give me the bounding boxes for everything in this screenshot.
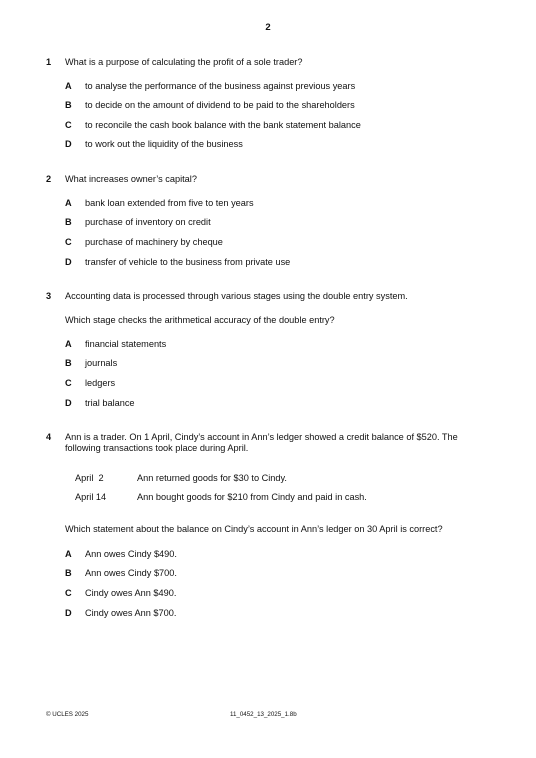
option-text: to analyse the performance of the business against previous years [85,81,356,91]
question-number: 3 [46,291,52,301]
transaction-date: April 14 [75,492,107,502]
option-text: to reconcile the cash book balance with the bank statement balance [85,120,361,130]
option-letter: D [65,398,72,408]
page-number: 2 [265,22,271,33]
question-stem: Ann is a trader. On 1 April, Cindy’s account in Ann’s ledger showed a credit balance of $520. The following transactions took place during April. [65,432,458,453]
question-number: 4 [46,432,52,442]
option-text: ledgers [85,378,116,388]
question-prompt: Which stage checks the arithmetical accuracy of the double entry? [65,315,335,325]
option-letter: A [65,339,72,349]
option-letter: C [65,120,72,130]
option-text: journals [85,358,118,368]
option-text: transfer of vehicle to the business from private use [85,257,291,267]
option-letter: C [65,588,72,598]
option-letter: B [65,217,72,227]
question-number: 2 [46,174,52,184]
option-letter: B [65,568,72,578]
transaction-text: Ann bought goods for $210 from Cindy and paid in cash. [137,492,367,502]
option-text: to work out the liquidity of the business [85,139,243,149]
option-letter: C [65,237,72,247]
option-text: trial balance [85,398,135,408]
option-letter: D [65,257,72,267]
question-number: 1 [46,57,52,67]
option-letter: A [65,81,72,91]
option-letter: A [65,198,72,208]
option-text: financial statements [85,339,167,349]
question-stem: What is a purpose of calculating the profit of a sole trader? [65,57,303,67]
option-text: bank loan extended from five to ten years [85,198,254,208]
question-prompt: Which statement about the balance on Cindy’s account in Ann’s ledger on 30 April is correct? [65,524,443,534]
option-letter: C [65,378,72,388]
footer-copyright: © UCLES 2025 [46,711,89,718]
option-letter: A [65,549,72,559]
option-text: Cindy owes Ann $700. [85,608,177,618]
option-text: Ann owes Cindy $700. [85,568,177,578]
option-text: purchase of machinery by cheque [85,237,223,247]
option-text: Cindy owes Ann $490. [85,588,177,598]
question-stem: Accounting data is processed through various stages using the double entry system. [65,291,408,301]
footer-code: 11_0452_13_2025_1.8b [230,711,297,718]
transaction-text: Ann returned goods for $30 to Cindy. [137,473,287,483]
transaction-date: April 2 [75,473,104,483]
option-letter: D [65,139,72,149]
option-text: purchase of inventory on credit [85,217,211,227]
option-letter: D [65,608,72,618]
question-stem: What increases owner’s capital? [65,174,197,184]
option-letter: B [65,100,72,110]
option-text: Ann owes Cindy $490. [85,549,177,559]
option-text: to decide on the amount of dividend to be paid to the shareholders [85,100,355,110]
option-letter: B [65,358,72,368]
